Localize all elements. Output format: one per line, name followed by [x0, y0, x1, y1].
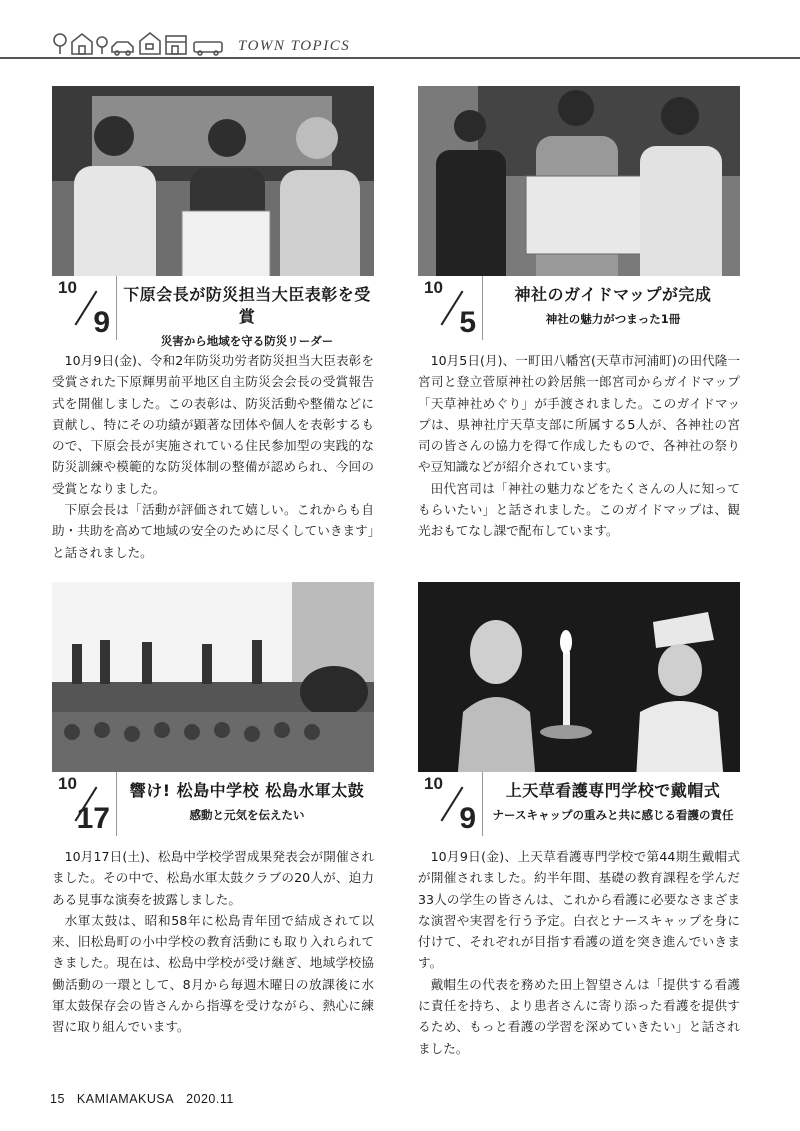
article-body — [418, 350, 740, 542]
article-subtitle: ナースキャップの重みと共に感じる看護の責任 — [492, 808, 734, 822]
magazine-name: KAMIAMAKUSA — [76, 1092, 175, 1106]
article-disaster-award — [52, 86, 374, 563]
date-day: 17 — [76, 802, 110, 835]
section-title: TOWN TOPICS — [238, 38, 351, 54]
paragraph: 10月9日(金)、令和2年防災功労者防災担当大臣表彰を受賞された下原輝男前平地区自主防災会会長の受賞報告式を開催しました。この表彰は、防災活動や整備などに貢献し、特にその功績が顕著な団体や個人を表彰するもので、下原会長が実施されている住民参加型の実践的な防災訓練や模範的な防災体制の整備が認められ、今回の受賞となりました。 — [52, 353, 374, 496]
article-subtitle: 神社の魅力がつまった1冊 — [545, 312, 681, 326]
town-skyline-icon — [50, 30, 230, 56]
article-subtitle: 災害から地域を守る防災リーダー — [160, 334, 334, 348]
date-badge — [52, 772, 117, 836]
article-body — [52, 846, 374, 1038]
paragraph: 戴帽生の代表を務めた田上智望さんは「提供する看護に責任を持ち、より患者さんに寄り添った看護を提供するため、もっと看護の学習を深めていきたい」と話されました。 — [418, 976, 740, 1056]
date-month: 10 — [58, 278, 77, 297]
page-header — [0, 0, 800, 62]
paragraph: 水軍太鼓は、昭和58年に松島青年団で結成されて以来、旧松島町の小中学校の教育活動にも取り入れられてきました。現在は、松島中学校が受け継ぎ、地域学校協働活動の一環として、8月から毎週木曜日の放課後に水軍太鼓保存会の皆さんから指導を受けながら、熱心に練習に取り組んでいます。 — [52, 912, 374, 1035]
paragraph: 10月17日(土)、松島中学校学習成果発表会が開催されました。その中で、松島水軍太鼓クラブの20人が、迫力ある見事な演奏を披露しました。 — [52, 849, 374, 907]
paragraph: 下原会長は「活動が評価されて嬉しい。これからも自助・共助を高めて地域の安全のために尽くしていきます」と話されました。 — [52, 502, 374, 560]
article-taiko-drums — [52, 582, 374, 1038]
date-day: 5 — [459, 306, 476, 339]
paragraph: 10月9日(金)、上天草看護専門学校で第44期生戴帽式が開催されました。約半年間、基礎の教育課程を学んだ33人の学生の皆さんは、これから看護に必要なさまざまな演習や実習を行う予定。白衣とナースキャップを身に付けて、それぞれが目指す看護の道を突き進んでいきます。 — [418, 849, 740, 971]
page-number: 15 — [50, 1092, 65, 1106]
paragraph: 田代宮司は「神社の魅力などをたくさんの人に知ってもらいたい」と話されました。このガイドマップは、観光おもてなし課で配布しています。 — [418, 480, 740, 539]
issue-date: 2020.11 — [186, 1092, 234, 1106]
article-capping-ceremony — [418, 582, 740, 1059]
date-day: 9 — [459, 802, 476, 835]
date-month: 10 — [424, 774, 443, 793]
date-month: 10 — [424, 278, 443, 297]
article-title: 響け! 松島中学校 松島水軍太鼓 — [129, 781, 365, 800]
article-titlebar — [418, 772, 740, 836]
article-body — [52, 350, 374, 563]
article-title: 神社のガイドマップが完成 — [514, 285, 712, 304]
article-titlebar — [52, 276, 374, 348]
date-day: 9 — [93, 306, 110, 339]
header-rule — [0, 57, 800, 59]
article-body — [418, 846, 740, 1059]
date-badge — [418, 772, 483, 836]
article-title: 上天草看護専門学校で戴帽式 — [505, 781, 721, 800]
article-subtitle: 感動と元気を伝えたい — [189, 808, 305, 822]
date-month: 10 — [58, 774, 77, 793]
article-titlebar — [418, 276, 740, 340]
article-titlebar — [52, 772, 374, 836]
article-shrine-map — [418, 86, 740, 542]
date-badge — [418, 276, 483, 340]
date-badge — [52, 276, 117, 340]
page-footer — [50, 1092, 242, 1106]
article-title: 下原会長が防災担当大臣表彰を受賞 — [123, 285, 371, 326]
paragraph: 10月5日(月)、一町田八幡宮(天草市河浦町)の田代隆一宮司と登立菅原神社の鈴居熊一郎宮司からガイドマップ「天草神社めぐり」が手渡されました。このガイドマップは、県神社庁天草支部に所属する5人が、各神社の宮司の皆さんの協力を得て作成したもので、各神社の祭りや豆知識などが紹介されています。 — [418, 353, 740, 475]
